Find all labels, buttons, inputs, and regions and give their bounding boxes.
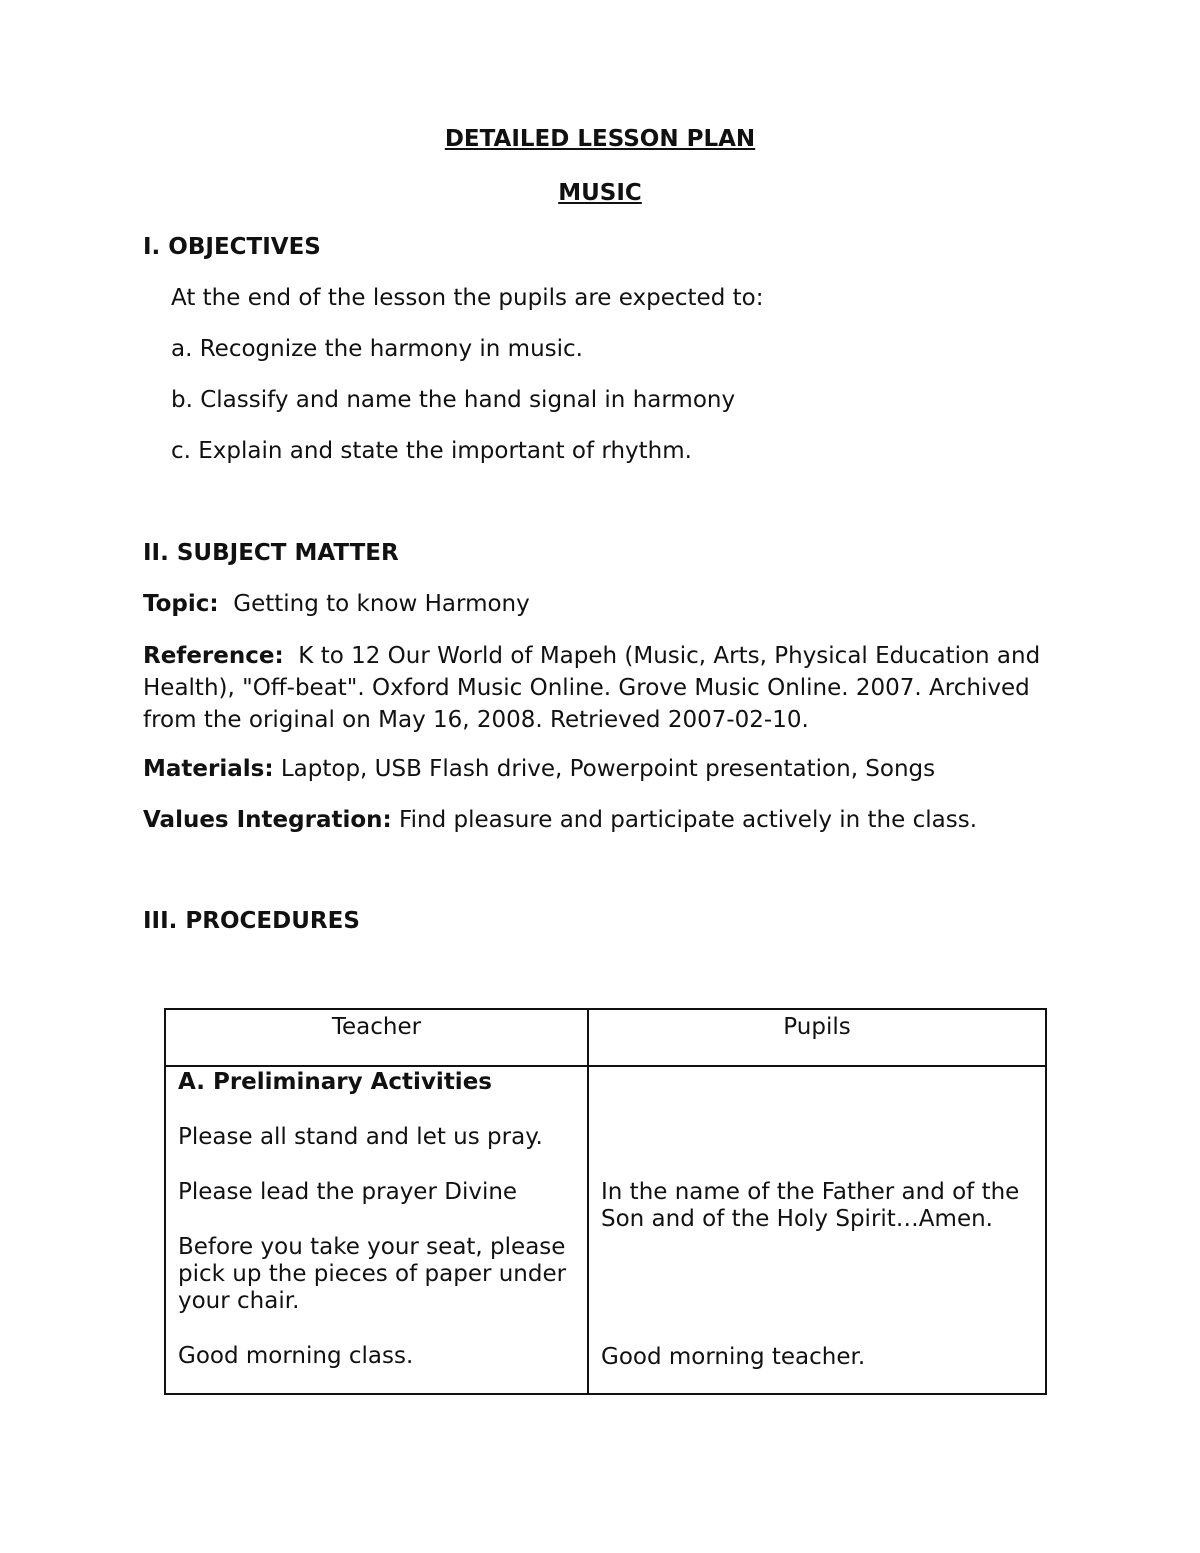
materials-label: Materials: bbox=[143, 756, 274, 782]
document-subject: MUSIC bbox=[558, 180, 642, 206]
topic-label: Topic: bbox=[143, 591, 219, 617]
reference-value: K to 12 Our World of Mapeh (Music, Arts, Physical Education and Health), "Off-beat". Oxford Music Online. Grove Music Online. 2007. Archived from the original on May 16, 2008. Retrieved 2007-02-10. bbox=[143, 643, 1041, 733]
values-value: Find pleasure and participate actively in the class. bbox=[399, 807, 978, 833]
pupils-header-text: Pupils bbox=[783, 1014, 851, 1040]
procedures-heading: III. PROCEDURES bbox=[143, 908, 360, 934]
pupil-line: In the name of the Father and of the Son and of the Holy Spirit…Amen. bbox=[601, 1179, 1020, 1232]
subject-matter-heading: II. SUBJECT MATTER bbox=[143, 540, 399, 566]
topic-line bbox=[143, 591, 530, 619]
teacher-cell bbox=[165, 1066, 588, 1394]
materials-line bbox=[143, 756, 935, 784]
values-label: Values Integration: bbox=[143, 807, 392, 833]
teacher-line: Please all stand and let us pray. bbox=[178, 1124, 543, 1150]
objectives-intro: At the end of the lesson the pupils are expected to: bbox=[171, 285, 764, 311]
procedures-table bbox=[164, 1008, 1047, 1395]
objective-item-b: b. Classify and name the hand signal in harmony bbox=[171, 387, 736, 413]
objectives-heading: I. OBJECTIVES bbox=[143, 234, 321, 260]
topic-value: Getting to know Harmony bbox=[233, 591, 530, 617]
objective-item-a: a. Recognize the harmony in music. bbox=[171, 336, 583, 362]
table-header-row bbox=[165, 1009, 1046, 1066]
objective-item-c: c. Explain and state the important of rhythm. bbox=[171, 438, 692, 464]
teacher-column-header bbox=[165, 1009, 588, 1066]
reference-paragraph bbox=[143, 640, 1043, 736]
teacher-line: Before you take your seat, please pick up the pieces of paper under your chair. bbox=[178, 1234, 567, 1314]
document-title: DETAILED LESSON PLAN bbox=[444, 126, 756, 152]
teacher-header-text: Teacher bbox=[331, 1014, 422, 1040]
pupils-cell bbox=[588, 1066, 1046, 1394]
values-integration-line bbox=[143, 807, 977, 835]
materials-value: Laptop, USB Flash drive, Powerpoint presentation, Songs bbox=[280, 756, 936, 782]
section-title: A. Preliminary Activities bbox=[178, 1069, 492, 1095]
teacher-line: Good morning class. bbox=[178, 1343, 414, 1369]
pupils-column-header bbox=[588, 1009, 1046, 1066]
teacher-line: Please lead the prayer Divine bbox=[178, 1179, 518, 1205]
pupil-line: Good morning teacher. bbox=[601, 1344, 866, 1370]
reference-label: Reference: bbox=[143, 643, 284, 669]
table-row bbox=[165, 1066, 1046, 1394]
